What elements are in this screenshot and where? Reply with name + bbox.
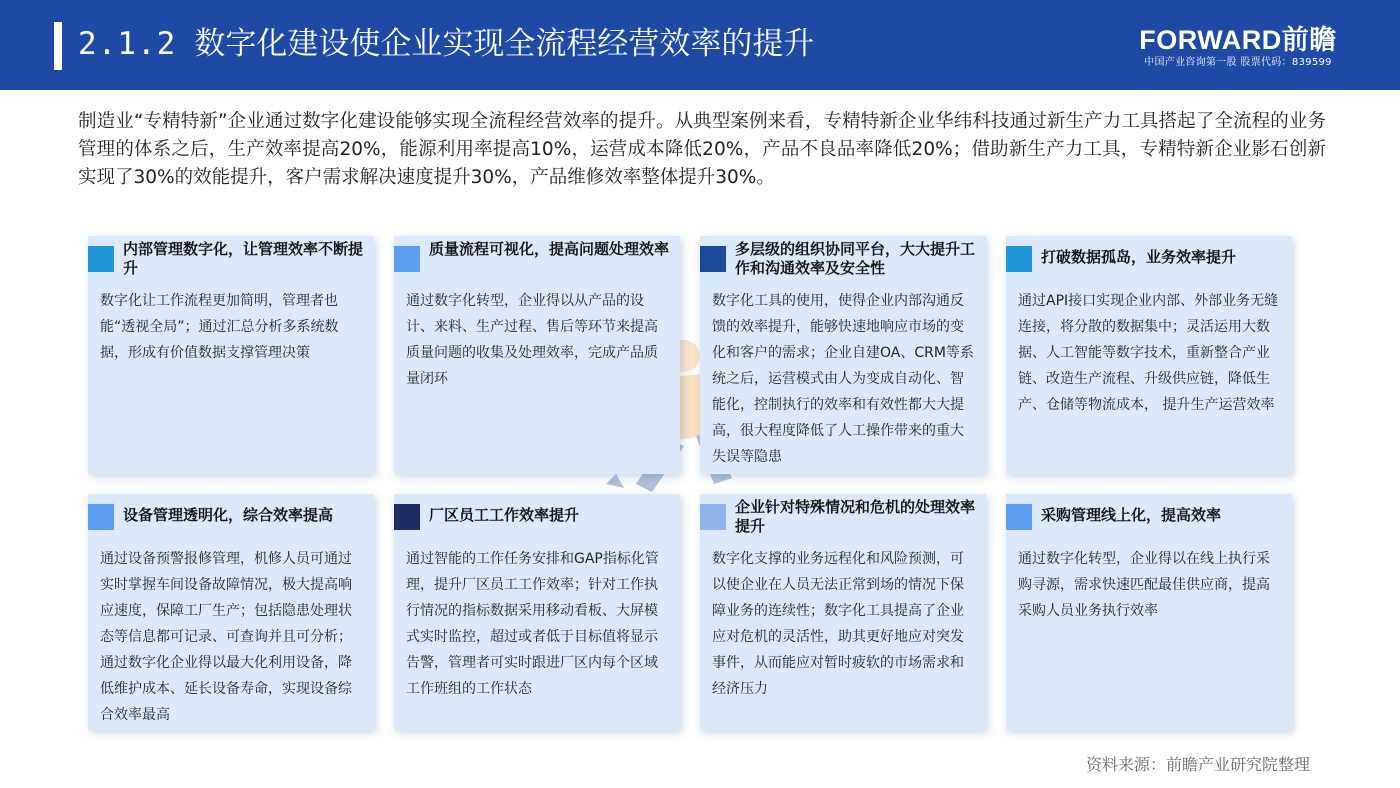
card-body: 数字化工具的使用，使得企业内部沟通反馈的效率提升，能够快速地响应市场的变化和客户的需求；企业自建OA、CRM等系统之后，运营模式由人为变成自动化、智能化，控制执行的效率和有效性都大大提高，很大程度降低了人工操作带来的重大失误等隐患 (712, 293, 974, 465)
card-body: 通过设备预警报修管理，机修人员可通过实时掌握车间设备故障情况，极大提高响应速度，保障工厂生产；包括隐患处理状态等信息都可记录、可查询并且可分析；通过数字化企业得以最大化利用设备，降低维护成本、延长设备寿命，实现设备综合效率最高 (100, 551, 352, 723)
card-equipment-management (88, 494, 374, 730)
card-title: 厂区员工工作效率提升 (429, 506, 580, 524)
card-internal-management (88, 236, 374, 474)
title-text: 数字化建设使企业实现全流程经营效率的提升 (194, 26, 815, 62)
card-body: 通过API接口实现企业内部、外部业务无缝连接，将分散的数据集中；灵活运用大数据、人工智能等数字技术，重新整合产业链、改造生产流程、升级供应链，降低生产、仓储等物流成本， 提升生产运营效率 (1018, 293, 1279, 413)
card-marker-icon (394, 504, 420, 530)
card-title: 企业针对特殊情况和危机的处理效率提升 (735, 498, 976, 535)
header-banner (0, 0, 1400, 90)
card-marker-icon (700, 504, 726, 530)
card-marker-icon (1006, 504, 1032, 530)
card-data-silos (1006, 236, 1292, 474)
card-marker-icon (1006, 246, 1032, 272)
card-title: 打破数据孤岛，业务效率提升 (1041, 248, 1237, 266)
section-number: 2.1.2 (78, 26, 177, 62)
brand-name: FORWARD前瞻 (1139, 25, 1337, 55)
card-title: 质量流程可视化，提高问题处理效率 (429, 240, 670, 258)
card-body: 通过数字化转型，企业得以在线上执行采购寻源，需求快速匹配最佳供应商，提高采购人员业务执行效率 (1018, 551, 1270, 619)
card-marker-icon (700, 246, 726, 272)
card-procurement-online (1006, 494, 1292, 730)
card-title: 多层级的组织协同平台，大大提升工作和沟通效率及安全性 (735, 240, 976, 277)
source-note: 资料来源：前瞻产业研究院整理 (1085, 755, 1310, 774)
card-body: 通过智能的工作任务安排和GAP指标化管理，提升厂区员工工作效率；针对工作执行情况的指标数据采用移动看板、大屏模式实时监控，超过或者低于目标值将显示告警，管理者可实时跟进厂区内每个区域工作班组的工作状态 (406, 551, 659, 697)
card-collaboration-platform (700, 236, 986, 474)
card-marker-icon (88, 504, 114, 530)
header-accent-bar (54, 22, 62, 70)
card-title: 采购管理线上化，提高效率 (1041, 506, 1222, 524)
brand-logo (1128, 26, 1348, 70)
card-marker-icon (394, 246, 420, 272)
brand-tagline: 中国产业咨询第一股 股票代码：839599 (1144, 57, 1332, 68)
card-body: 数字化让工作流程更加简明，管理者也能“透视全局”；通过汇总分析多系统数据，形成有价值数据支撑管理决策 (100, 293, 339, 361)
intro-paragraph: 制造业“专精特新”企业通过数字化建设能够实现全流程经营效率的提升。从典型案例来看，专精特新企业华纬科技通过新生产力工具搭起了全流程的业务管理的体系之后，生产效率提高20%，能源利用率提高10%，运营成本降低20%，产品不良品率降低20%；借助新生产力工具，专精特新企业影石创新实现了30%的效能提升，客户需求解决速度提升30%，产品维修效率整体提升30%。 (78, 111, 1326, 188)
card-body: 通过数字化转型，企业得以从产品的设计、来料、生产过程、售后等环节来提高质量问题的收集及处理效率，完成产品质量闭环 (406, 293, 658, 387)
card-body: 数字化支撑的业务远程化和风险预测，可以使企业在人员无法正常到场的情况下保障业务的连续性；数字化工具提高了企业应对危机的灵活性，助其更好地应对突发事件，从而能应对暂时疲软的市场需求和经济压力 (712, 551, 964, 697)
page-title (78, 18, 814, 70)
card-staff-efficiency (394, 494, 680, 730)
card-title: 设备管理透明化，综合效率提高 (123, 506, 334, 524)
card-title: 内部管理数字化，让管理效率不断提升 (123, 240, 364, 277)
card-quality-process (394, 236, 680, 474)
card-crisis-handling (700, 494, 986, 730)
card-marker-icon (88, 246, 114, 272)
